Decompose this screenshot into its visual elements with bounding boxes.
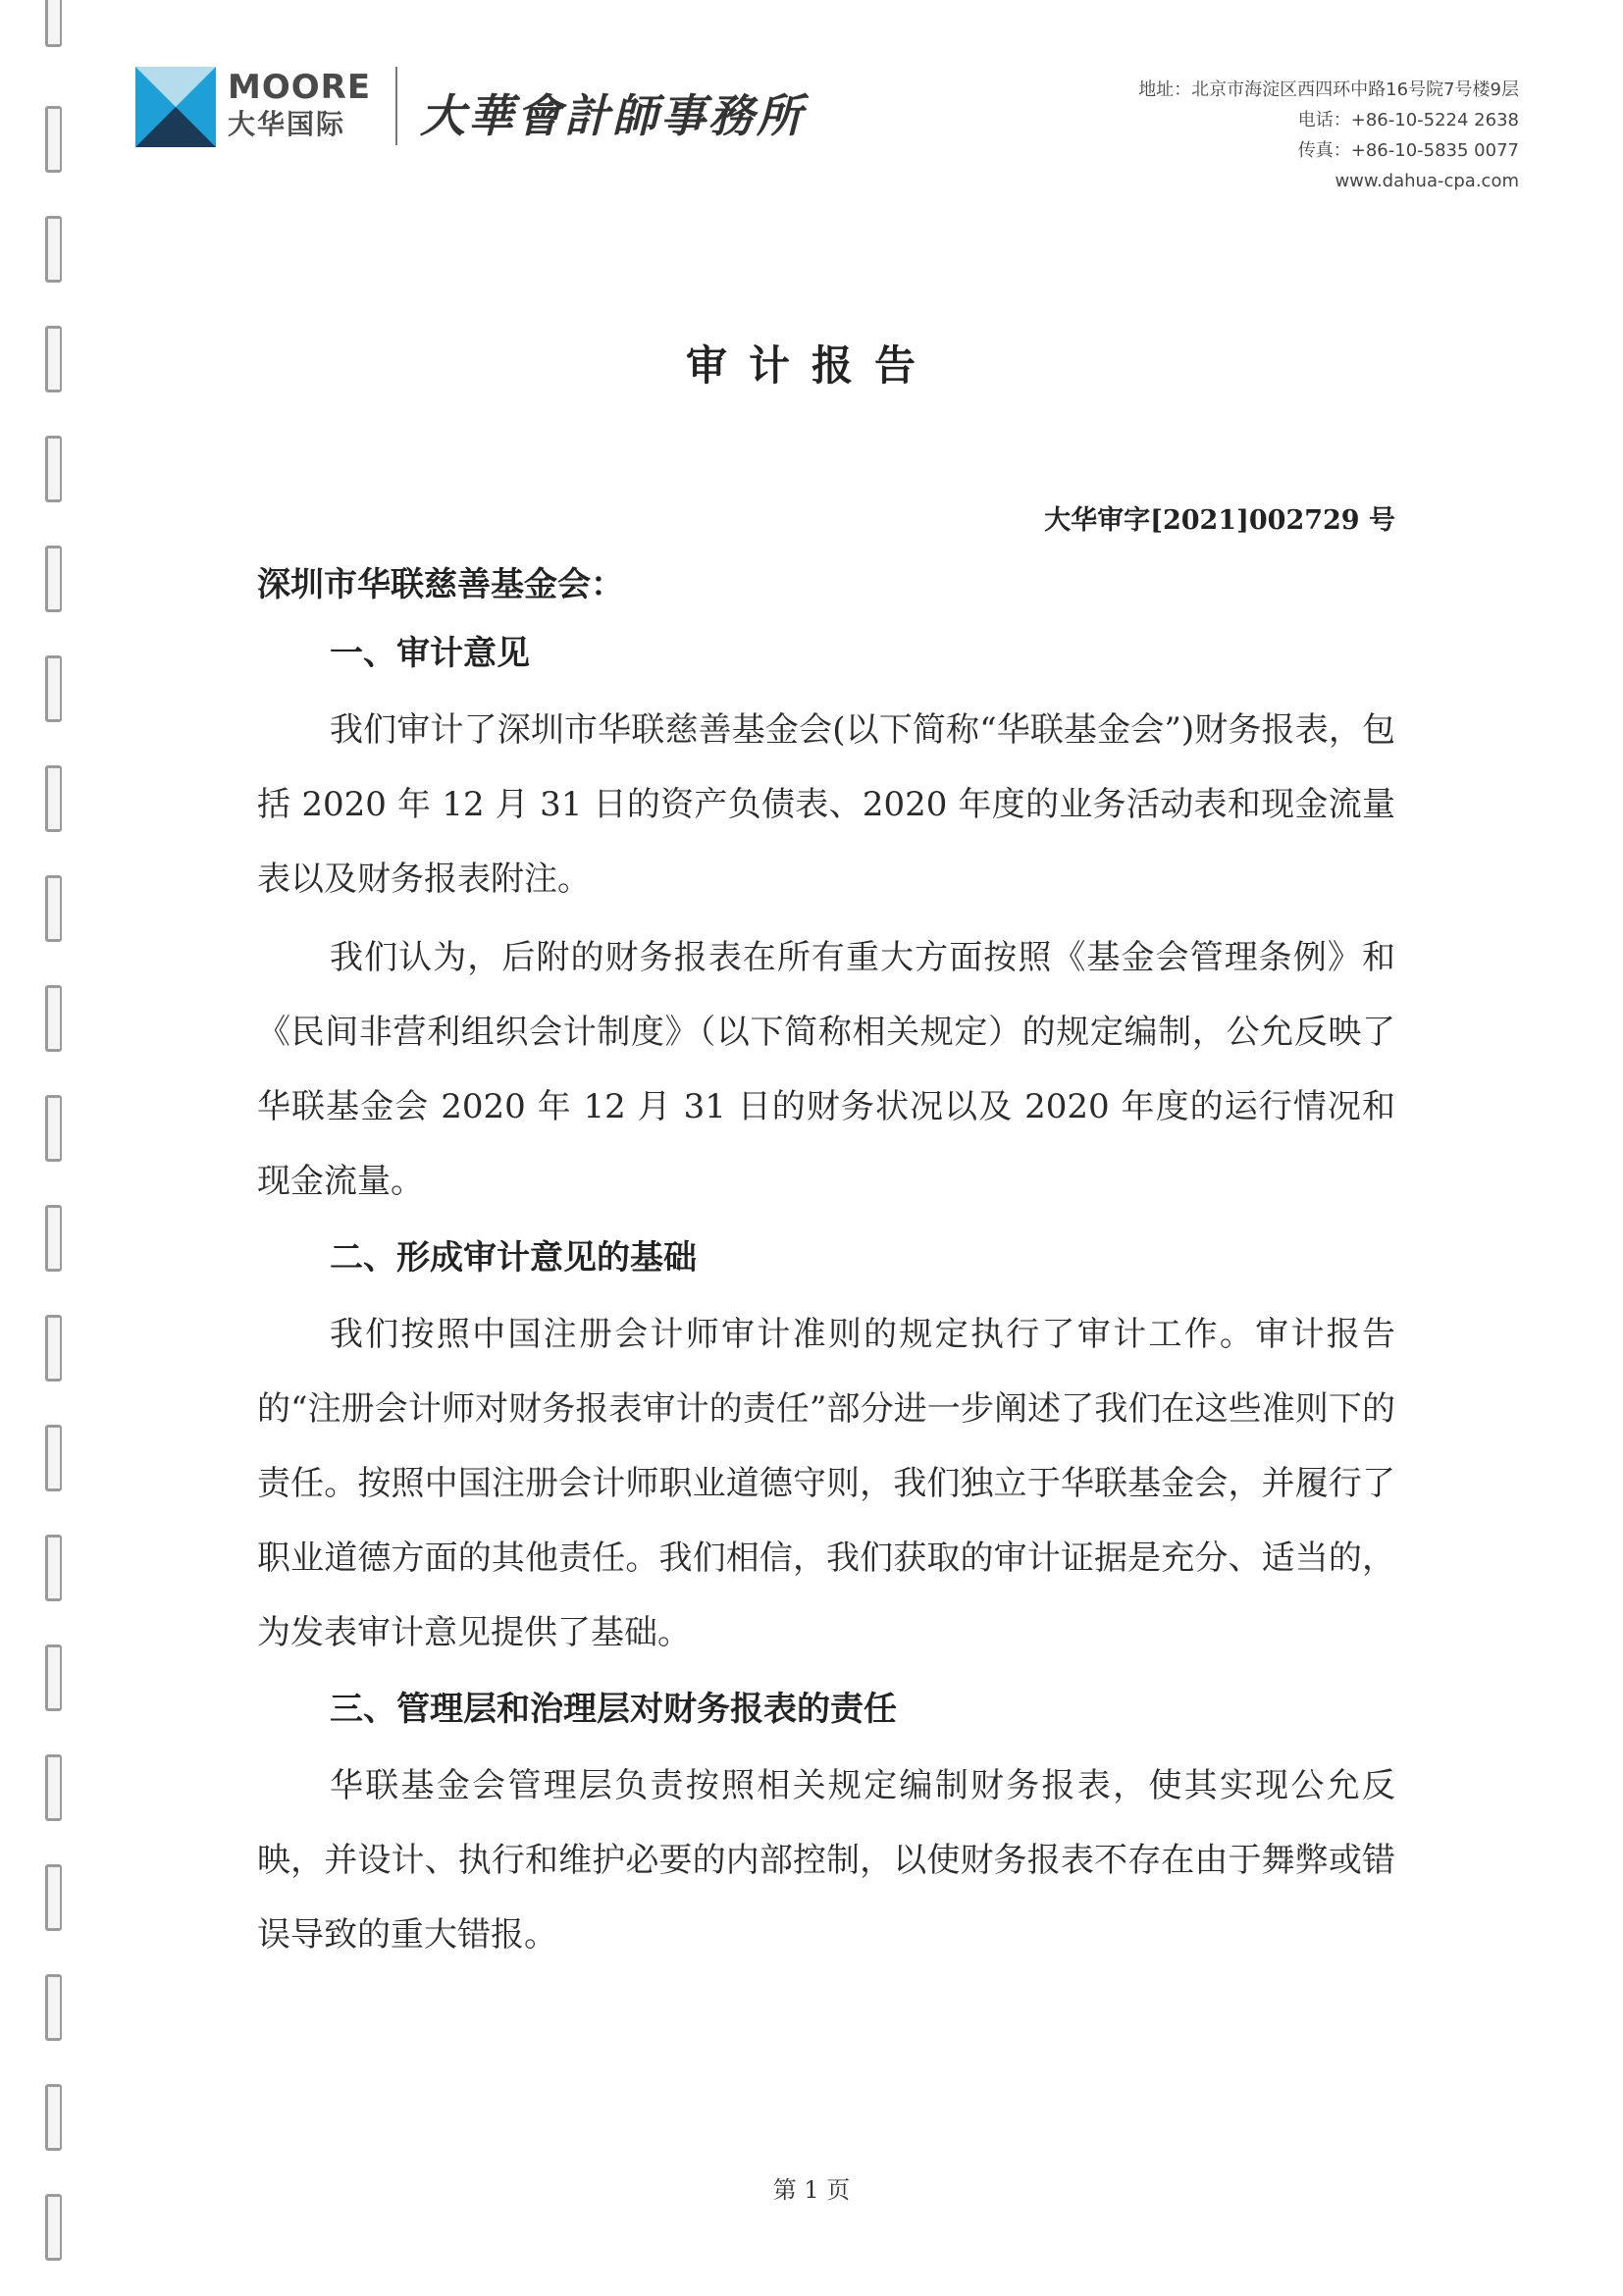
logo-chinese: 大华国际	[228, 108, 346, 140]
moore-logo-icon	[135, 67, 216, 147]
paragraph: 华联基金会管理层负责按照相关规定编制财务报表，使其实现公允反映，并设计、执行和维护必要的内部控制，以使财务报表不存在由于舞弊或错误导致的重大错报。	[257, 1766, 1395, 1955]
firm-name: 大華會計師事務所	[420, 89, 805, 142]
paragraph: 我们审计了深圳市华联慈善基金会(以下简称“华联基金会”)财务报表，包括 2020 年 12 月 31 日的资产负债表、2020 年度的业务活动表和现金流量表以及财务报表附注。	[257, 710, 1395, 899]
binding-hole	[45, 1974, 62, 2041]
letterhead	[135, 67, 1519, 194]
section-basis-for-opinion	[257, 1228, 1395, 1670]
logo-text	[228, 69, 371, 143]
binding-hole	[45, 436, 62, 502]
addressee: 深圳市华联慈善基金会：	[257, 565, 624, 604]
section-management-responsibility	[257, 1680, 1395, 1972]
binding-hole	[45, 1754, 62, 1821]
header-divider	[395, 67, 397, 145]
binding-hole	[45, 106, 62, 173]
section-audit-opinion	[257, 624, 1395, 1219]
website: www.dahua-cpa.com	[1335, 171, 1519, 191]
address: 地址：北京市海淀区西四环中路16号院7号楼9层	[1138, 79, 1519, 100]
contact-info	[1138, 75, 1519, 196]
binding-hole	[45, 0, 62, 47]
binding-hole	[45, 546, 62, 612]
binding-hole	[45, 216, 62, 283]
phone: 电话：+86-10-5224 2638	[1297, 110, 1519, 130]
fax: 传真：+86-10-5835 0077	[1297, 140, 1519, 161]
binding-hole	[45, 1205, 62, 1272]
report-number: 大华审字[2021]002729 号	[1044, 505, 1395, 536]
page-number: 第 1 页	[772, 2176, 851, 2204]
binding-hole	[45, 655, 62, 722]
binding-hole	[45, 1095, 62, 1162]
binding-hole	[45, 875, 62, 942]
paragraph: 我们认为，后附的财务报表在所有重大方面按照《基金会管理条例》和《民间非营利组织会计制度》（以下简称相关规定）的规定编制，公允反映了华联基金会 2020 年 12 月 31 日的财务状况以及 2020 年度的运行情况和现金流量。	[257, 938, 1395, 1201]
section-heading: 一、审计意见	[330, 634, 530, 673]
binding-hole	[45, 1535, 62, 1601]
section-heading: 二、形成审计意见的基础	[330, 1238, 697, 1278]
binding-hole	[45, 1644, 62, 1711]
logo-english: MOORE	[228, 68, 372, 107]
report-body	[257, 555, 1395, 1976]
binding-hole	[45, 1864, 62, 1931]
section-heading: 三、管理层和治理层对财务报表的责任	[330, 1690, 897, 1729]
binding-hole	[45, 1315, 62, 1382]
paragraph: 我们按照中国注册会计师审计准则的规定执行了审计工作。审计报告的“注册会计师对财务报表审计的责任”部分进一步阐述了我们在这些准则下的责任。按照中国注册会计师职业道德守则，我们独立于华联基金会，并履行了职业道德方面的其他责任。我们相信，我们获取的审计证据是充分、适当的，为发表审计意见提供了基础。	[257, 1315, 1395, 1652]
binding-hole	[45, 985, 62, 1052]
binding-hole	[45, 1425, 62, 1491]
binding-hole	[45, 765, 62, 832]
report-title: 审计报告	[685, 341, 937, 390]
binding-hole	[45, 2084, 62, 2151]
